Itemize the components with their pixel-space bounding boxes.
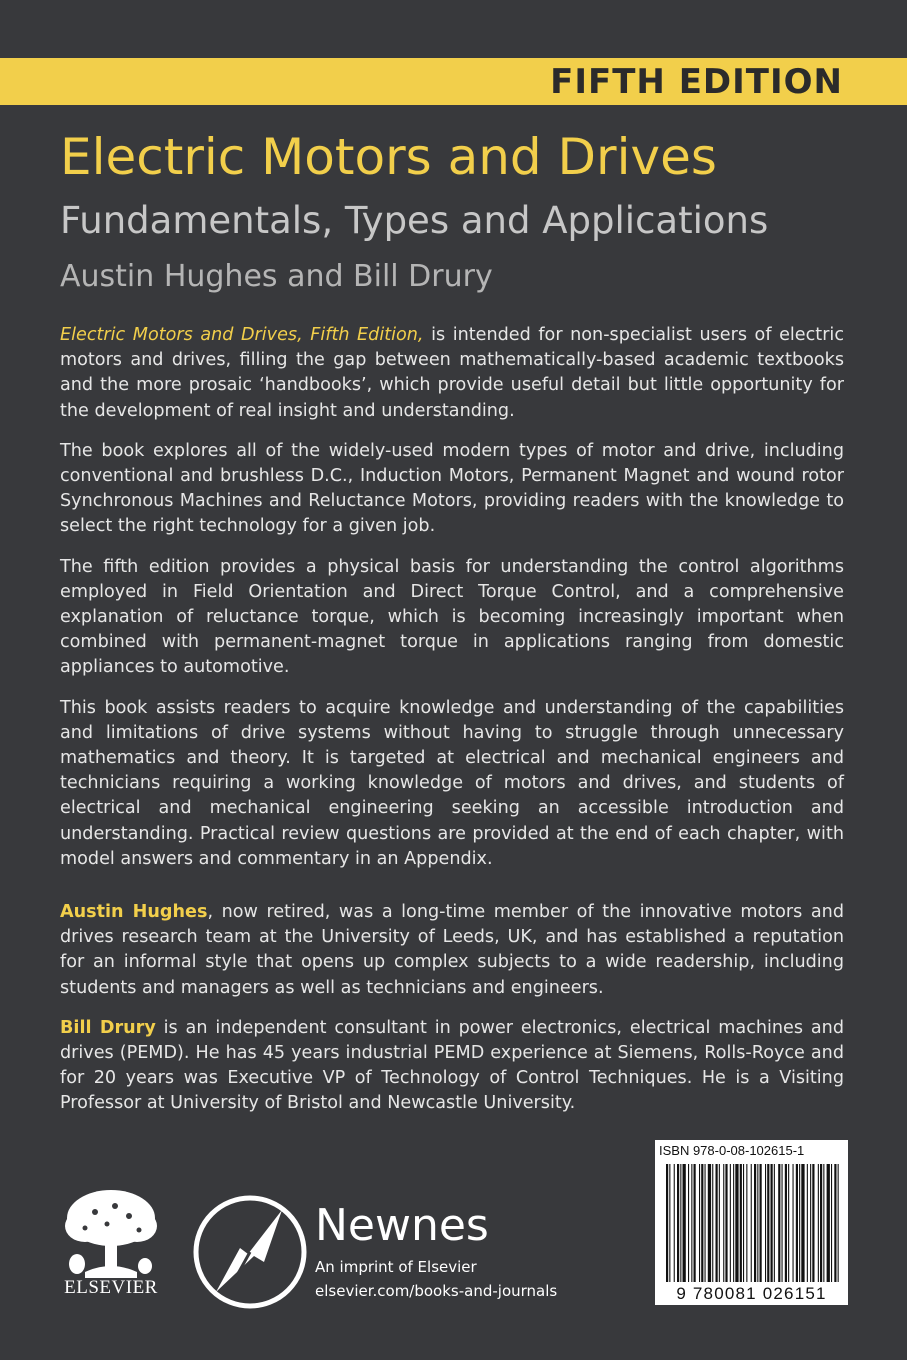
barcode-bar	[754, 1164, 756, 1282]
barcode-bar	[801, 1164, 804, 1282]
barcode-bar	[669, 1164, 670, 1282]
barcode-bar	[677, 1164, 679, 1282]
barcode-bar	[823, 1164, 824, 1282]
barcode-bar	[746, 1164, 747, 1282]
blurb	[60, 323, 844, 1132]
barcode-bar	[716, 1164, 718, 1282]
barcode-digits: 9 780081 026151	[676, 1284, 827, 1303]
book-authors: Austin Hughes and Bill Drury	[60, 259, 493, 294]
imprint-line: An imprint of Elsevier	[315, 1258, 477, 1276]
edition-band	[0, 58, 907, 105]
barcode-bar	[796, 1164, 798, 1282]
barcode-bar	[827, 1164, 830, 1282]
bio-drury-name: Bill Drury	[60, 1017, 156, 1038]
barcode-bar	[774, 1164, 775, 1282]
newnes-wordmark: Newnes	[315, 1200, 489, 1251]
barcode-bar	[778, 1164, 780, 1282]
bio-drury-text: is an independent consultant in power electronics, electrical machines and drives (PEMD). He has 45 years industrial PEMD experience at Siemens, Rolls-Royce and for 20 years was Executive VP of Technology of Control Techniques. He is a Visiting Professor at University of Bristol and Newcastle University.	[60, 1017, 844, 1114]
blurb-p1-text: is intended for non-specialist users of electric motors and drives, filling the gap between mathematically-based academic textbooks and the more prosaic ‘handbooks’, which provide useful detail but little opportunity for the development of real insight and understanding.	[60, 325, 844, 421]
blurb-paragraph-1	[60, 323, 844, 424]
barcode-bar	[691, 1164, 692, 1282]
barcode-bar	[820, 1164, 822, 1282]
barcode-bar	[788, 1164, 789, 1282]
book-subtitle: Fundamentals, Types and Applications	[60, 199, 769, 242]
barcode-bar	[765, 1164, 766, 1282]
barcode-bar	[760, 1164, 762, 1282]
barcode-bar	[793, 1164, 794, 1282]
barcode-bar	[771, 1164, 773, 1282]
barcode-bar	[785, 1164, 787, 1282]
barcode-bar	[733, 1164, 734, 1282]
barcode-bar	[719, 1164, 720, 1282]
bio-hughes-text: , now retired, was a long-time member of the innovative motors and drives research team at the University of Leeds, UK, and has established a reputation for an informal style that opens up complex subjects to a wide readership, including students and managers as well as technicians and engineers.	[60, 902, 844, 998]
barcode-icon	[658, 1164, 845, 1282]
publisher-url: elsevier.com/books-and-journals	[315, 1282, 558, 1300]
barcode-bar	[666, 1164, 668, 1282]
barcode-bar	[810, 1164, 811, 1282]
barcode-bar	[818, 1164, 819, 1282]
barcode-bar	[694, 1164, 696, 1282]
blurb-paragraph-2: The book explores all of the widely-used modern types of motor and drive, including conventional and brushless D.C., Induction Motors, Permanent Magnet and wound rotor Synchronous Machines and Reluctance Motors, providing readers with the knowledge to select the right technology for a given job.	[60, 440, 844, 537]
barcode-bar	[674, 1164, 675, 1282]
barcode-bar	[701, 1164, 703, 1282]
barcode-bar	[812, 1164, 814, 1282]
barcode-bar	[807, 1164, 808, 1282]
barcode-bar	[757, 1164, 758, 1282]
barcode-bar	[705, 1164, 706, 1282]
barcode-bar	[735, 1164, 738, 1282]
blurb-paragraph-4: This book assists readers to acquire knowledge and understanding of the capabilities and limitations of drive systems without having to struggle through unnecessary mathematics and theory. It is targeted at electrical and mechanical engineers and technicians requiring a working knowledge of motors and drives, and students of electrical and mechanical engineering seeking an accessible introduction and understanding. Practical review questions are provided at the end of each chapter, with model answers and commentary in an Appendix.	[60, 697, 844, 869]
barcode-bar	[751, 1164, 752, 1282]
barcode-bar	[688, 1164, 689, 1282]
book-title: Electric Motors and Drives	[60, 128, 717, 186]
barcode-bar	[834, 1164, 836, 1282]
barcode-bar	[730, 1164, 731, 1282]
barcode-panel	[655, 1140, 848, 1305]
barcode-bar	[831, 1164, 832, 1282]
elsevier-wordmark: ELSEVIER	[64, 1277, 158, 1298]
bio-hughes-name: Austin Hughes	[60, 902, 208, 923]
barcode-bar	[799, 1164, 800, 1282]
isbn-label: ISBN 978-0-08-102615-1	[659, 1143, 805, 1158]
barcode-bar	[743, 1164, 744, 1282]
barcode-bar	[782, 1164, 783, 1282]
barcode-bar	[699, 1164, 700, 1282]
barcode-bar	[683, 1164, 686, 1282]
barcode-bar	[725, 1164, 727, 1282]
barcode-bar	[838, 1164, 839, 1282]
newnes-lightning-icon	[190, 1192, 310, 1312]
barcode-bar	[723, 1164, 724, 1282]
barcode-bar	[708, 1164, 711, 1282]
bio-drury	[60, 1016, 844, 1117]
barcode-bar	[680, 1164, 681, 1282]
bio-hughes	[60, 900, 844, 1001]
edition-label: FIFTH EDITION	[550, 62, 843, 102]
blurb-title-ref: Electric Motors and Drives, Fifth Edition,	[60, 325, 424, 345]
barcode-bar	[712, 1164, 713, 1282]
barcode-bar	[740, 1164, 742, 1282]
blurb-paragraph-3: The fifth edition provides a physical basis for understanding the control algorithms employed in Field Orientation and Direct Torque Control, and a comprehensive explanation of reluctance torque, which is becoming increasingly important when combined with permanent-magnet torque in applications ranging from domestic appliances to automotive.	[60, 556, 844, 678]
barcode-bar	[767, 1164, 769, 1282]
